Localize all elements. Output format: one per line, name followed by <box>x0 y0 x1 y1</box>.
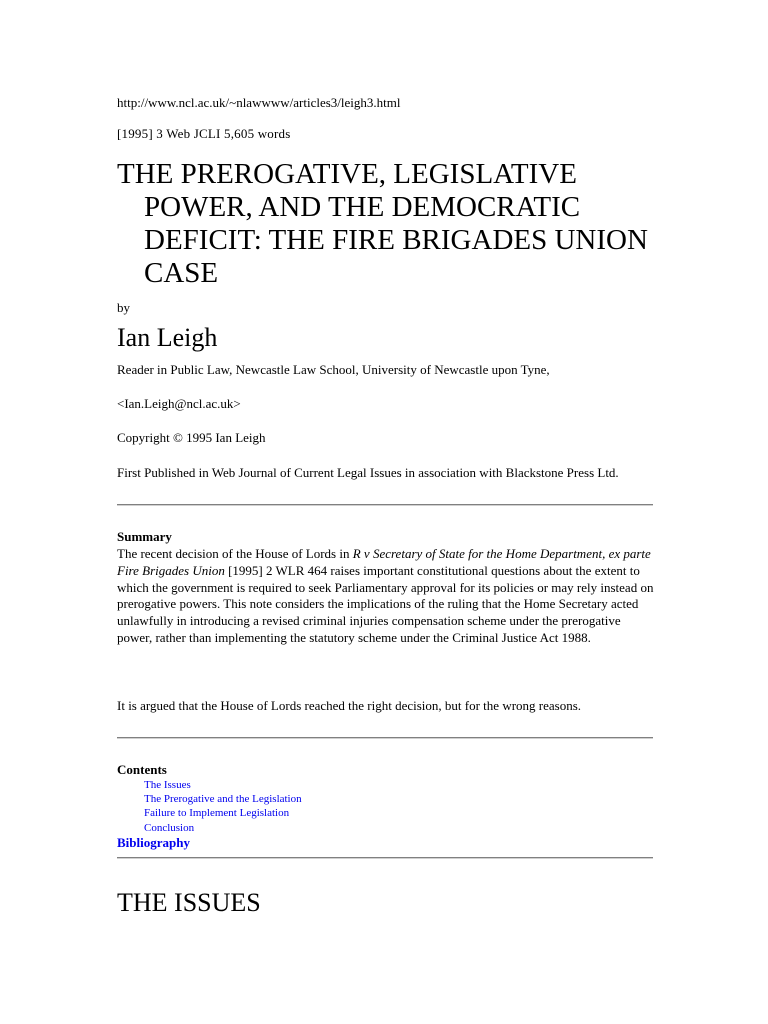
contents-heading: Contents <box>117 762 167 777</box>
divider <box>117 857 653 859</box>
summary-heading: Summary <box>117 529 172 544</box>
summary-text-end: [1995] 2 WLR 464 raises important constitutional questions about the extent to which the government is required to seek Parliamentary approval for its policies or may rely instead on prerogative powers. This note considers the implications of the ruling that the Home Secretary acted unlawfully in introducing a revised criminal injuries compensation scheme under the prerogative power, rather than implementing the statutory scheme under the Criminal Justice Act 1988. <box>117 562 654 645</box>
toc-link-prerogative[interactable]: The Prerogative and the Legislation <box>144 793 302 806</box>
by-label: by <box>117 300 130 315</box>
article-title: THE PREROGATIVE, LEGISLATIVE POWER, AND THE DEMOCRATIC DEFICIT: THE FIRE BRIGADES UNION CASE <box>117 158 648 289</box>
summary-paragraph <box>117 546 657 647</box>
author-email: <Ian.Leigh@ncl.ac.uk> <box>117 396 241 411</box>
citation-line: [1995] 3 Web JCLI 5,605 words <box>117 126 291 141</box>
author-name: Ian Leigh <box>117 323 218 352</box>
toc-item-failure <box>144 806 302 820</box>
copyright-notice: Copyright © 1995 Ian Leigh <box>117 430 266 445</box>
bibliography-entry <box>117 835 190 851</box>
contents-list <box>144 778 302 835</box>
divider <box>117 737 653 739</box>
section-heading: THE ISSUES <box>117 888 261 917</box>
summary-text-start: The recent decision of the House of Lords in <box>117 546 353 561</box>
toc-item-prerogative <box>144 792 302 806</box>
toc-link-conclusion[interactable]: Conclusion <box>144 821 195 834</box>
source-url: http://www.ncl.ac.uk/~nlawwww/articles3/leigh3.html <box>117 95 401 110</box>
bibliography-link[interactable]: Bibliography <box>117 835 190 850</box>
summary-conclusion: It is argued that the House of Lords reached the right decision, but for the wrong reasons. <box>117 698 582 713</box>
case-name: R v Secretary of State for the Home Department, ex parte Fire Brigades Union <box>117 546 651 578</box>
publication-note: First Published in Web Journal of Current Legal Issues in association with Blackstone Press Ltd. <box>117 465 619 480</box>
toc-link-issues[interactable]: The Issues <box>144 779 191 791</box>
toc-item-conclusion <box>144 821 302 835</box>
author-affiliation: Reader in Public Law, Newcastle Law School, University of Newcastle upon Tyne, <box>117 362 550 377</box>
divider <box>117 504 653 506</box>
toc-item-issues <box>144 778 302 792</box>
toc-link-failure[interactable]: Failure to Implement Legislation <box>144 807 290 820</box>
